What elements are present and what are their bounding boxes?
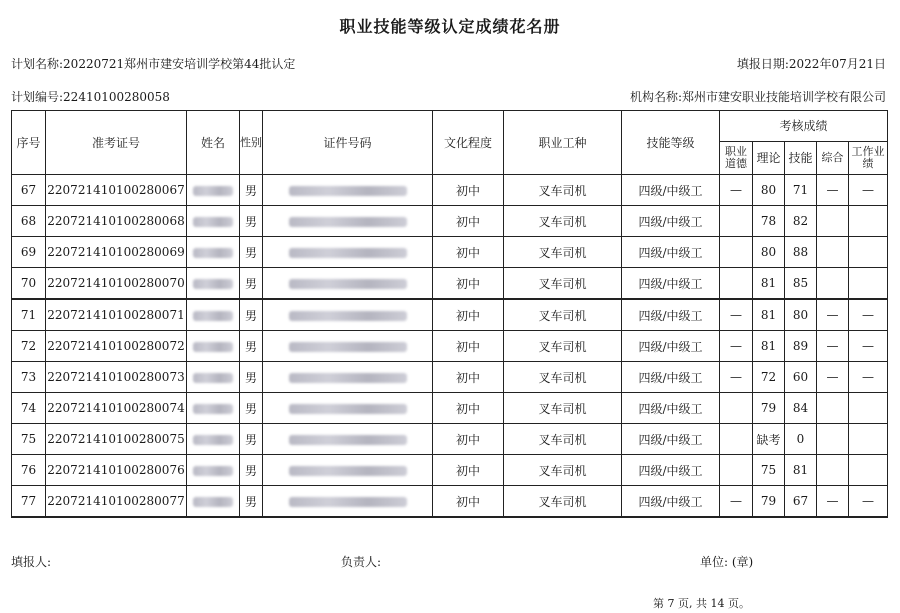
table-row <box>12 455 888 486</box>
cell-performance <box>849 206 888 237</box>
cell-education: 初中 <box>433 206 504 237</box>
cell-ethics <box>720 237 753 268</box>
plan-name <box>11 55 295 72</box>
redacted-name <box>187 299 240 331</box>
cell-theory: 78 <box>753 206 785 237</box>
reporter-label: 填报人: <box>11 555 52 569</box>
redacted-name-mask <box>193 342 233 352</box>
cell-level: 四级/中级工 <box>622 237 720 268</box>
fill-date <box>737 55 886 72</box>
cell-gender: 男 <box>240 455 263 486</box>
table-row <box>12 237 888 268</box>
redacted-name <box>187 175 240 206</box>
cell-education: 初中 <box>433 268 504 300</box>
cell-ticket: 220721410100280075 <box>46 424 187 455</box>
cell-comprehensive: — <box>817 175 849 206</box>
plan-name-label: 计划名称: <box>11 57 64 71</box>
redacted-id <box>263 455 433 486</box>
cell-occupation: 叉车司机 <box>504 424 622 455</box>
cell-performance: — <box>849 486 888 518</box>
cell-education: 初中 <box>433 455 504 486</box>
cell-level: 四级/中级工 <box>622 455 720 486</box>
cell-seq: 68 <box>12 206 46 237</box>
cell-performance <box>849 455 888 486</box>
fill-date-label: 填报日期: <box>736 57 789 71</box>
col-skill: 技能 <box>785 142 817 175</box>
cell-ticket: 220721410100280072 <box>46 331 187 362</box>
cell-skill: 88 <box>785 237 817 268</box>
cell-theory: 81 <box>753 268 785 300</box>
cell-skill: 84 <box>785 393 817 424</box>
cell-comprehensive: — <box>817 299 849 331</box>
cell-theory: 79 <box>753 486 785 518</box>
cell-performance: — <box>849 299 888 331</box>
cell-gender: 男 <box>240 206 263 237</box>
cell-comprehensive <box>817 268 849 300</box>
col-occupation: 职业工种 <box>504 111 622 175</box>
cell-ethics: — <box>720 175 753 206</box>
cell-comprehensive <box>817 455 849 486</box>
cell-education: 初中 <box>433 299 504 331</box>
col-id: 证件号码 <box>263 111 433 175</box>
cell-performance: — <box>849 175 888 206</box>
cell-theory: 79 <box>753 393 785 424</box>
cell-theory: 80 <box>753 237 785 268</box>
cell-skill: 71 <box>785 175 817 206</box>
cell-seq: 72 <box>12 331 46 362</box>
redacted-id-mask <box>289 186 407 196</box>
redacted-id <box>263 362 433 393</box>
cell-skill: 89 <box>785 331 817 362</box>
redacted-id <box>263 424 433 455</box>
cell-skill: 80 <box>785 299 817 331</box>
redacted-id-mask <box>289 311 407 321</box>
cell-theory: 72 <box>753 362 785 393</box>
cell-level: 四级/中级工 <box>622 331 720 362</box>
cell-gender: 男 <box>240 393 263 424</box>
cell-ticket: 220721410100280073 <box>46 362 187 393</box>
cell-performance <box>849 393 888 424</box>
col-comprehensive: 综合 <box>817 142 849 175</box>
page-indicator: 第 7 页, 共 14 页。 <box>653 597 750 610</box>
cell-occupation: 叉车司机 <box>504 393 622 424</box>
plan-number <box>11 88 170 105</box>
cell-theory: 75 <box>753 455 785 486</box>
organization-value: 郑州市建安职业技能培训学校有限公司 <box>681 90 886 104</box>
cell-performance: — <box>849 362 888 393</box>
cell-level: 四级/中级工 <box>622 362 720 393</box>
cell-ethics: — <box>720 362 753 393</box>
cell-occupation: 叉车司机 <box>504 237 622 268</box>
col-ethics: 职业道德 <box>720 142 753 175</box>
table-row <box>12 268 888 300</box>
redacted-id <box>263 268 433 300</box>
cell-level: 四级/中级工 <box>622 424 720 455</box>
cell-education: 初中 <box>433 175 504 206</box>
cell-gender: 男 <box>240 331 263 362</box>
organization <box>630 88 886 105</box>
table-row <box>12 206 888 237</box>
redacted-name <box>187 206 240 237</box>
table-row <box>12 175 888 206</box>
redacted-name-mask <box>193 404 233 414</box>
plan-number-label: 计划编号: <box>11 90 64 104</box>
cell-ethics <box>720 455 753 486</box>
cell-performance <box>849 268 888 300</box>
organization-label: 机构名称: <box>629 90 682 104</box>
cell-theory: 81 <box>753 331 785 362</box>
cell-ethics <box>720 268 753 300</box>
cell-performance <box>849 237 888 268</box>
redacted-id-mask <box>289 217 407 227</box>
cell-ticket: 220721410100280070 <box>46 268 187 300</box>
cell-comprehensive: — <box>817 486 849 518</box>
cell-occupation: 叉车司机 <box>504 331 622 362</box>
redacted-name-mask <box>193 186 233 196</box>
redacted-id <box>263 393 433 424</box>
cell-seq: 67 <box>12 175 46 206</box>
cell-education: 初中 <box>433 362 504 393</box>
cell-comprehensive <box>817 393 849 424</box>
cell-occupation: 叉车司机 <box>504 486 622 518</box>
col-education: 文化程度 <box>433 111 504 175</box>
cell-ticket: 220721410100280069 <box>46 237 187 268</box>
cell-skill: 60 <box>785 362 817 393</box>
cell-education: 初中 <box>433 237 504 268</box>
cell-seq: 76 <box>12 455 46 486</box>
redacted-id <box>263 331 433 362</box>
cell-skill: 67 <box>785 486 817 518</box>
redacted-name <box>187 268 240 300</box>
redacted-id <box>263 206 433 237</box>
cell-level: 四级/中级工 <box>622 299 720 331</box>
redacted-name <box>187 455 240 486</box>
table-row <box>12 424 888 455</box>
redacted-name-mask <box>193 279 233 289</box>
cell-gender: 男 <box>240 175 263 206</box>
cell-ethics <box>720 393 753 424</box>
redacted-name <box>187 237 240 268</box>
cell-theory: 80 <box>753 175 785 206</box>
cell-ticket: 220721410100280074 <box>46 393 187 424</box>
table-row <box>12 393 888 424</box>
cell-education: 初中 <box>433 486 504 518</box>
cell-occupation: 叉车司机 <box>504 362 622 393</box>
cell-skill: 85 <box>785 268 817 300</box>
redacted-id-mask <box>289 435 407 445</box>
table-row <box>12 299 888 331</box>
cell-level: 四级/中级工 <box>622 393 720 424</box>
cell-level: 四级/中级工 <box>622 268 720 300</box>
cell-comprehensive: — <box>817 331 849 362</box>
cell-gender: 男 <box>240 486 263 518</box>
redacted-id-mask <box>289 342 407 352</box>
cell-skill: 0 <box>785 424 817 455</box>
redacted-name-mask <box>193 466 233 476</box>
redacted-name <box>187 393 240 424</box>
cell-occupation: 叉车司机 <box>504 206 622 237</box>
cell-seq: 77 <box>12 486 46 518</box>
fill-date-value: 2022年07月21日 <box>788 57 886 71</box>
cell-occupation: 叉车司机 <box>504 455 622 486</box>
cell-education: 初中 <box>433 424 504 455</box>
cell-comprehensive <box>817 424 849 455</box>
cell-ticket: 220721410100280077 <box>46 486 187 518</box>
cell-ethics: — <box>720 299 753 331</box>
redacted-name <box>187 486 240 518</box>
cell-seq: 69 <box>12 237 46 268</box>
cell-level: 四级/中级工 <box>622 175 720 206</box>
page-title: 职业技能等级认定成绩花名册 <box>339 17 561 36</box>
cell-ethics: — <box>720 331 753 362</box>
cell-education: 初中 <box>433 331 504 362</box>
col-scores: 考核成绩 <box>720 111 888 142</box>
col-performance: 工作业绩 <box>849 142 888 175</box>
redacted-id <box>263 175 433 206</box>
cell-ticket: 220721410100280071 <box>46 299 187 331</box>
cell-occupation: 叉车司机 <box>504 268 622 300</box>
table-row <box>12 362 888 393</box>
redacted-id-mask <box>289 404 407 414</box>
table-row <box>12 486 888 518</box>
redacted-name <box>187 424 240 455</box>
cell-occupation: 叉车司机 <box>504 175 622 206</box>
roster-body <box>12 175 888 518</box>
cell-gender: 男 <box>240 424 263 455</box>
redacted-name <box>187 362 240 393</box>
cell-gender: 男 <box>240 237 263 268</box>
cell-theory: 81 <box>753 299 785 331</box>
redacted-name-mask <box>193 373 233 383</box>
redacted-name-mask <box>193 311 233 321</box>
cell-ethics <box>720 206 753 237</box>
score-roster-table <box>11 110 888 518</box>
redacted-id <box>263 486 433 518</box>
plan-name-value: 20220721郑州市建安培训学校第44批认定 <box>63 57 296 71</box>
col-name: 姓名 <box>187 111 240 175</box>
plan-number-value: 22410100280058 <box>63 90 170 104</box>
redacted-id <box>263 237 433 268</box>
unit-label: 单位: (章) <box>700 555 754 569</box>
cell-gender: 男 <box>240 299 263 331</box>
cell-ticket: 220721410100280067 <box>46 175 187 206</box>
redacted-id-mask <box>289 466 407 476</box>
col-seq: 序号 <box>12 111 46 175</box>
cell-comprehensive: — <box>817 362 849 393</box>
redacted-name-mask <box>193 248 233 258</box>
col-gender: 性别 <box>240 111 263 175</box>
cell-level: 四级/中级工 <box>622 486 720 518</box>
col-theory: 理论 <box>753 142 785 175</box>
cell-occupation: 叉车司机 <box>504 299 622 331</box>
cell-education: 初中 <box>433 393 504 424</box>
cell-theory: 缺考 <box>753 424 785 455</box>
redacted-name-mask <box>193 435 233 445</box>
redacted-id-mask <box>289 248 407 258</box>
cell-seq: 70 <box>12 268 46 300</box>
table-row <box>12 331 888 362</box>
redacted-name-mask <box>193 497 233 507</box>
cell-seq: 75 <box>12 424 46 455</box>
cell-comprehensive <box>817 237 849 268</box>
cell-ethics: — <box>720 486 753 518</box>
cell-ethics <box>720 424 753 455</box>
cell-skill: 81 <box>785 455 817 486</box>
cell-comprehensive <box>817 206 849 237</box>
cell-ticket: 220721410100280068 <box>46 206 187 237</box>
redacted-id-mask <box>289 373 407 383</box>
cell-performance: — <box>849 331 888 362</box>
redacted-id-mask <box>289 497 407 507</box>
header-row <box>12 111 888 142</box>
redacted-id <box>263 299 433 331</box>
cell-level: 四级/中级工 <box>622 206 720 237</box>
cell-seq: 73 <box>12 362 46 393</box>
col-ticket: 准考证号 <box>46 111 187 175</box>
redacted-name-mask <box>193 217 233 227</box>
col-level: 技能等级 <box>622 111 720 175</box>
redacted-name <box>187 331 240 362</box>
cell-gender: 男 <box>240 268 263 300</box>
cell-skill: 82 <box>785 206 817 237</box>
cell-seq: 71 <box>12 299 46 331</box>
redacted-id-mask <box>289 279 407 289</box>
cell-ticket: 220721410100280076 <box>46 455 187 486</box>
cell-performance <box>849 424 888 455</box>
cell-gender: 男 <box>240 362 263 393</box>
cell-seq: 74 <box>12 393 46 424</box>
responsible-label: 负责人: <box>341 555 382 569</box>
